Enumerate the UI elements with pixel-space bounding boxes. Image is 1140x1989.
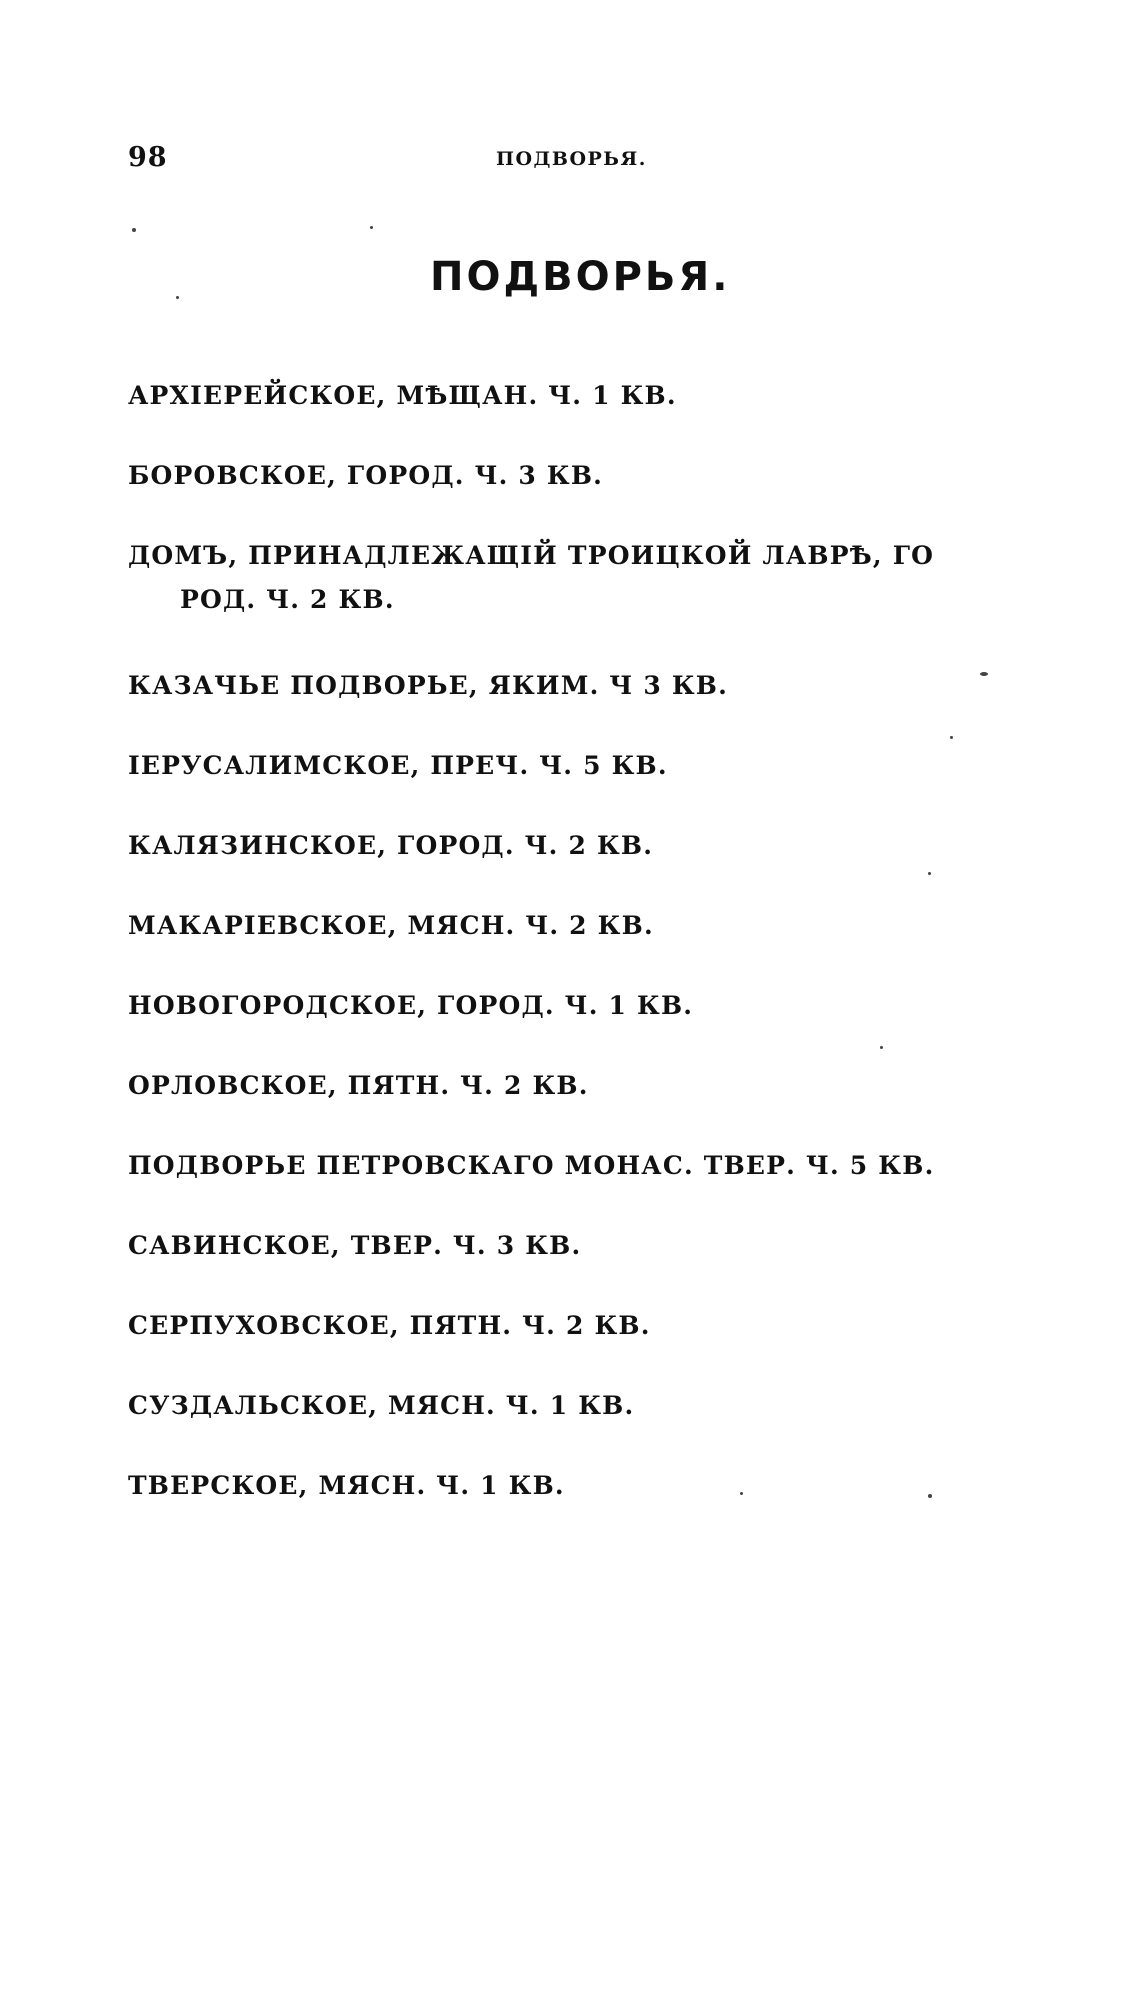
- entry-text: НОВОГОРОДСКОЕ, ГОРОД. Ч. 1 КВ.: [128, 991, 694, 1020]
- paper-speck: [370, 226, 373, 229]
- entry-text: КАЗАЧЬЕ ПОДВОРЬЕ, ЯКИМ. Ч 3 КВ.: [128, 671, 729, 700]
- list-item: [128, 828, 653, 864]
- entry-text: АРХІЕРЕЙСКОЕ, МѢЩАН. Ч. 1 КВ.: [128, 381, 677, 410]
- list-item: [128, 1308, 651, 1344]
- entry-text: СУЗДАЛЬСКОЕ, МЯСН. Ч. 1 КВ.: [128, 1391, 635, 1420]
- entry-text: КАЛЯЗИНСКОЕ, ГОРОД. Ч. 2 КВ.: [128, 831, 654, 860]
- list-item: [128, 988, 693, 1024]
- paper-speck: [132, 228, 136, 232]
- list-item: [128, 1068, 589, 1104]
- list-item: [128, 1148, 934, 1184]
- entry-text: САВИНСКОЕ, ТВЕР. Ч. 3 КВ.: [128, 1231, 582, 1260]
- list-item: [128, 908, 654, 944]
- paper-speck: [980, 672, 988, 676]
- paper-speck: [740, 1492, 743, 1495]
- entry-text: ОРЛОВСКОЕ, ПЯТН. Ч. 2 КВ.: [128, 1071, 589, 1100]
- list-item: [128, 1468, 565, 1504]
- list-item: [128, 1228, 581, 1264]
- paper-speck: [880, 1046, 883, 1049]
- list-item: [128, 378, 677, 414]
- entry-text: ТВЕРСКОЕ, МЯСН. Ч. 1 КВ.: [128, 1471, 565, 1500]
- list-item: [128, 668, 728, 704]
- paper-speck: [928, 1494, 932, 1498]
- paper-speck: [950, 736, 953, 739]
- entry-text: МАКАРІЕВСКОЕ, МЯСН. Ч. 2 КВ.: [128, 911, 654, 940]
- entry-text: БОРОВСКОЕ, ГОРОД. Ч. 3 КВ.: [128, 461, 604, 490]
- entry-text: ІЕРУСАЛИМСКОЕ, ПРЕЧ. Ч. 5 КВ.: [128, 751, 668, 780]
- list-item: [128, 458, 603, 494]
- list-item: [128, 1388, 634, 1424]
- section-heading: ПОДВОРЬЯ.: [430, 254, 731, 300]
- page-number: 98: [128, 142, 168, 173]
- paper-speck: [176, 296, 179, 299]
- list-item: [128, 538, 934, 618]
- entry-text: ДОМЪ, ПРИНАДЛЕЖАЩІЙ ТРОИЦКОЙ ЛАВРѢ, ГО: [128, 541, 935, 570]
- list-item: [128, 748, 668, 784]
- running-title: ПОДВОРЬЯ.: [496, 148, 647, 170]
- entry-text: СЕРПУХОВСКОЕ, ПЯТН. Ч. 2 КВ.: [128, 1311, 651, 1340]
- entry-continuation: РОД. Ч. 2 КВ.: [180, 585, 395, 614]
- entry-text: ПОДВОРЬЕ ПЕТРОВСКАГО МОНАС. ТВЕР. Ч. 5 КВ.: [128, 1151, 935, 1180]
- paper-speck: [928, 872, 931, 875]
- running-head: [128, 142, 658, 182]
